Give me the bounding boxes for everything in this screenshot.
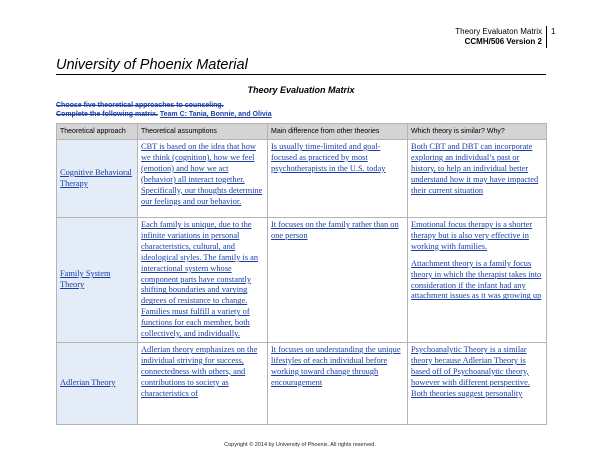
- table-row: [57, 140, 547, 218]
- similar-cell: Psychoanalytic Theory is a similar theory because Adlerian Theory is based off of Psychoanalytic theory, however with different perspective. Both theories suggest personality: [408, 342, 547, 424]
- struck-instruction-2: Complete the following matrix.: [56, 111, 158, 118]
- running-header: [455, 27, 542, 47]
- table-header-row: [57, 124, 547, 140]
- difference-cell: It focuses on understanding the unique lifestyles of each individual before working toward change through encouragement: [268, 342, 408, 424]
- theory-evaluation-table: [56, 123, 547, 425]
- document-title: Theory Evaluation Matrix: [247, 85, 355, 95]
- difference-cell: It focuses on the family rather than on one person: [268, 218, 408, 343]
- page-title: University of Phoenix Material: [56, 57, 248, 73]
- approach-cell: Family System Theory: [57, 218, 138, 343]
- team-members: Team C: Tania, Bonnie, and Olivia: [159, 111, 272, 118]
- similar-cell: Emotional focus therapy is a shorter therapy but is also very effective in working with families. Attachment theory is a family focus theory in which the therapist takes into consideration if the infant had any attachment issues as it was growing up: [408, 218, 547, 343]
- instruction-line-2: [56, 111, 272, 118]
- title-divider: [56, 74, 546, 75]
- header-divider: [546, 26, 547, 48]
- assumptions-cell: Adlerian theory emphasizes on the individual striving for success, connectedness with others, and contributions to society as characteristics of: [138, 342, 268, 424]
- difference-cell: Is usually time-limited and goal-focused as practiced by most psychotherapists in the U.S. today: [268, 140, 408, 218]
- approach-cell: Cognitive Behavioral Therapy: [57, 140, 138, 218]
- instruction-line-1: [56, 102, 224, 109]
- assumptions-cell: Each family is unique, due to the infinite variations in personal characteristics, cultural, and ideological styles. The family is an interactional system whose component parts have constantly shifting boundaries and varying degrees of resistance to change. Families must fulfill a variety of functions for each member, both collectively, and individually.: [138, 218, 268, 343]
- header-course: CCMH/506 Version 2: [464, 37, 542, 46]
- column-header: Which theory is similar? Why?: [408, 124, 547, 140]
- similar-cell: Both CBT and DBT can incorporate exploring an individual’s past or history, to help an individual better understand how it may have impacted their current situation: [408, 140, 547, 218]
- column-header: Theoretical assumptions: [138, 124, 268, 140]
- approach-cell: Adlerian Theory: [57, 342, 138, 424]
- struck-instruction-1: Choose five theoretical approaches to counseling.: [56, 102, 224, 109]
- table-row: [57, 218, 547, 343]
- column-header: Main difference from other theories: [268, 124, 408, 140]
- column-header: Theoretical approach: [57, 124, 138, 140]
- page-number: 1: [551, 27, 556, 36]
- copyright-footer: Copyright © 2014 by University of Phoenix. All rights reserved.: [224, 442, 376, 448]
- table-row: [57, 342, 547, 424]
- header-doc-name: Theory Evaluaton Matrix: [455, 27, 542, 36]
- assumptions-cell: CBT is based on the idea that how we think (cognition), how we feel (emotion) and how we act (behavior) all interact together. Specifically, our thoughts determine our feelings and our behavior.: [138, 140, 268, 218]
